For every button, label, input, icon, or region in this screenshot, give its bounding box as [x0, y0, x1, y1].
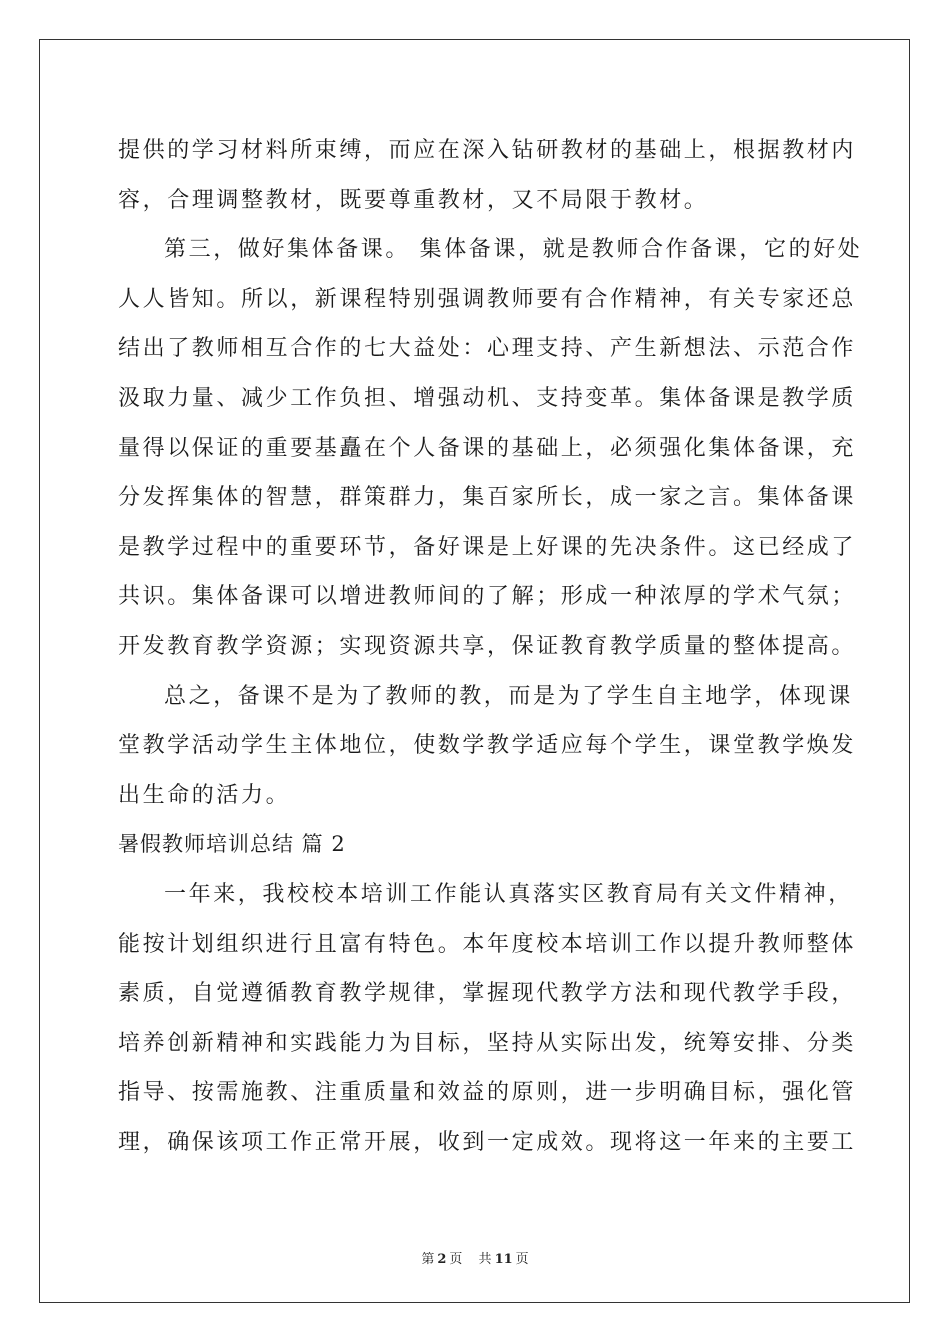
total-prefix: 共 — [478, 1252, 492, 1267]
page-number: 2 — [437, 1252, 447, 1267]
paragraph-line: 是教学过程中的重要环节，备好课是上好课的先决条件。这已经成了 — [118, 534, 857, 560]
page-indicator — [418, 1252, 465, 1267]
document-body — [118, 126, 863, 1167]
page-footer — [0, 1248, 950, 1267]
paragraph-line: 分发挥集体的智慧，群策群力，集百家所长，成一家之言。集体备课 — [118, 485, 857, 511]
paragraph-line: 共识。集体备课可以增进教师间的了解；形成一种浓厚的学术气氛； — [118, 584, 857, 610]
paragraph-line: 培养创新精神和实践能力为目标，坚持从实际出发，统筹安排、分类 — [118, 1030, 857, 1056]
paragraph-line: 第三，做好集体备课。 集体备课，就是教师合作备课，它的好处 — [164, 237, 863, 263]
paragraph-line: 指导、按需施教、注重质量和效益的原则，进一步明确目标，强化管 — [118, 1080, 857, 1106]
total-number: 11 — [494, 1252, 513, 1267]
paragraph-line: 能按计划组织进行且富有特色。本年度校本培训工作以提升教师整体 — [118, 931, 857, 957]
paragraph-line: 容，合理调整教材，既要尊重教材，又不局限于教材。 — [118, 187, 709, 213]
paragraph-line: 堂教学活动学生主体地位，使数学教学适应每个学生，课堂教学焕发 — [118, 733, 857, 759]
page-suffix: 页 — [449, 1252, 463, 1267]
paragraph-line: 素质，自觉遵循教育教学规律，掌握现代教学方法和现代教学手段， — [118, 981, 857, 1007]
total-indicator — [476, 1252, 532, 1267]
paragraph-line: 总之，备课不是为了教师的教，而是为了学生自主地学，体现课 — [164, 683, 853, 709]
paragraph-line: 量得以保证的重要基矗在个人备课的基础上，必须强化集体备课，充 — [118, 435, 857, 461]
paragraph-line: 提供的学习材料所束缚，而应在深入钻研教材的基础上，根据教材内 — [118, 138, 857, 163]
paragraph-line: 一年来，我校校本培训工作能认真落实区教育局有关文件精神， — [164, 881, 853, 907]
total-suffix: 页 — [515, 1252, 529, 1267]
paragraph-line: 汲取力量、减少工作负担、增强动机、支持变革。集体备课是教学质 — [118, 385, 857, 411]
paragraph-line: 理，确保该项工作正常开展，收到一定成效。现将这一年来的主要工 — [118, 1129, 857, 1155]
section-heading: 暑假教师培训总结 篇 2 — [118, 832, 346, 857]
paragraph-line: 人人皆知。所以，新课程特别强调教师要有合作精神，有关专家还总 — [118, 286, 857, 312]
paragraph-line: 出生命的活力。 — [118, 782, 291, 808]
page-prefix: 第 — [421, 1252, 435, 1267]
paragraph-line: 开发教育教学资源；实现资源共享，保证教育教学质量的整体提高。 — [118, 633, 857, 659]
paragraph-line: 结出了教师相互合作的七大益处：心理支持、产生新想法、示范合作 — [118, 336, 857, 362]
